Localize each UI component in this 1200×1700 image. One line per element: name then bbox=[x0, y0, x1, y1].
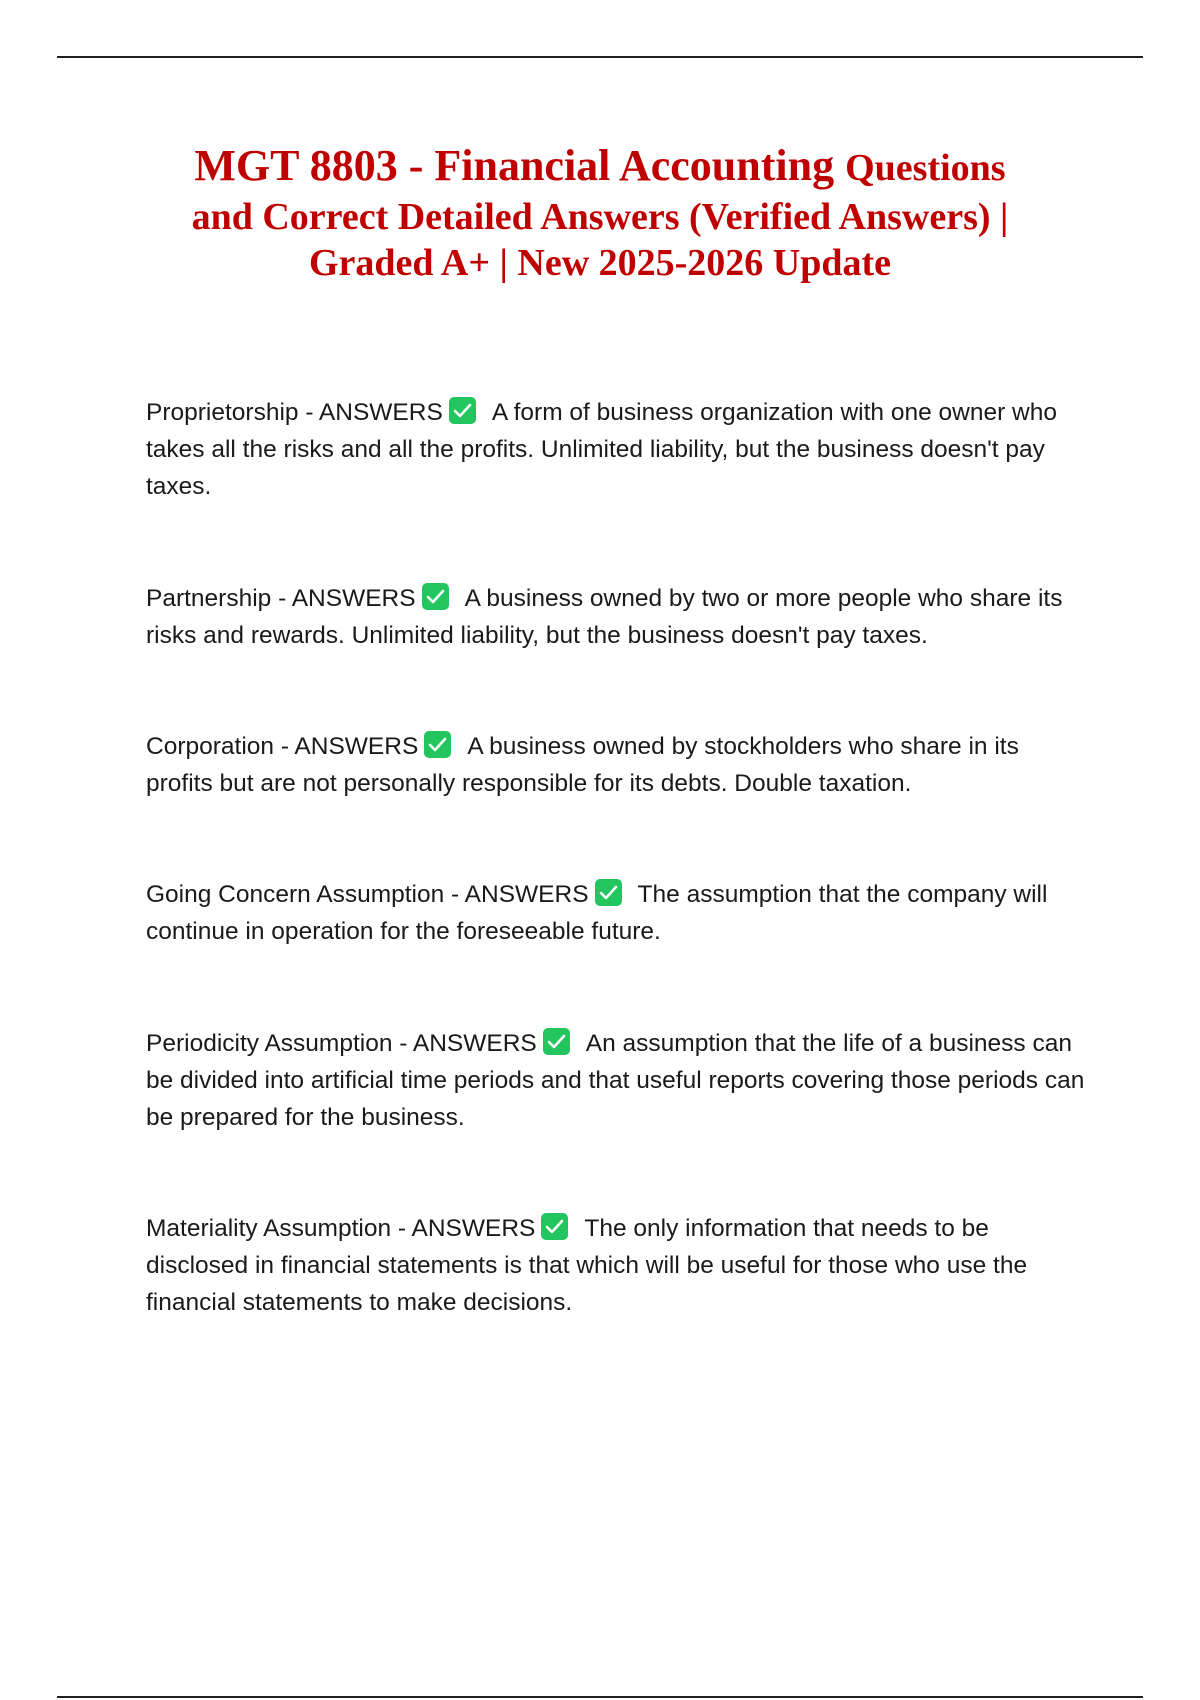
check-mark-icon bbox=[541, 1213, 568, 1240]
document-title bbox=[120, 140, 1080, 286]
qa-answer: An assumption that the life of a business can be divided into artificial time periods and that useful reports covering those periods can be prepared for the business. bbox=[146, 1030, 1085, 1131]
qa-item-proprietorship bbox=[146, 394, 1086, 505]
footer-rule bbox=[57, 1696, 1143, 1698]
qa-answer: A business owned by two or more people who share its risks and rewards. Unlimited liability, but the business doesn't pay taxes. bbox=[146, 585, 1063, 649]
check-mark-icon bbox=[424, 731, 451, 758]
qa-item-going-concern bbox=[146, 876, 1086, 950]
check-mark-icon bbox=[595, 879, 622, 906]
qa-term: Periodicity Assumption - ANSWERS bbox=[146, 1030, 537, 1057]
title-line-3: Graded A+ | New 2025-2026 Update bbox=[308, 242, 892, 284]
header-rule bbox=[57, 56, 1143, 58]
qa-item-corporation bbox=[146, 728, 1086, 802]
qa-term: Materiality Assumption - ANSWERS bbox=[146, 1215, 536, 1242]
qa-answer: The assumption that the company will continue in operation for the foreseeable future. bbox=[146, 881, 1048, 945]
check-mark-icon bbox=[449, 397, 476, 424]
qa-item-periodicity bbox=[146, 1025, 1086, 1136]
check-mark-icon bbox=[543, 1028, 570, 1055]
title-line-2: and Correct Detailed Answers (Verified Answers) | bbox=[191, 196, 1009, 238]
qa-answer: A business owned by stockholders who share in its profits but are not personally responsible for its debts. Double taxation. bbox=[146, 733, 1019, 797]
qa-term: Going Concern Assumption - ANSWERS bbox=[146, 881, 589, 908]
title-line-1: MGT 8803 - Financial Accounting bbox=[194, 141, 846, 190]
check-mark-icon bbox=[422, 583, 449, 610]
qa-answer: The only information that needs to be disclosed in financial statements is that which will be useful for those who use the financial statements to make decisions. bbox=[146, 1215, 1028, 1316]
qa-item-materiality bbox=[146, 1210, 1086, 1321]
qa-item-partnership bbox=[146, 580, 1086, 654]
qa-term: Proprietorship - ANSWERS bbox=[146, 399, 443, 426]
qa-term: Partnership - ANSWERS bbox=[146, 585, 416, 612]
qa-answer: A form of business organization with one owner who takes all the risks and all the profits. Unlimited liability, but the business doesn't pay taxes. bbox=[146, 399, 1057, 500]
qa-term: Corporation - ANSWERS bbox=[146, 733, 419, 760]
title-line-1-tail: Questions bbox=[845, 147, 1006, 189]
